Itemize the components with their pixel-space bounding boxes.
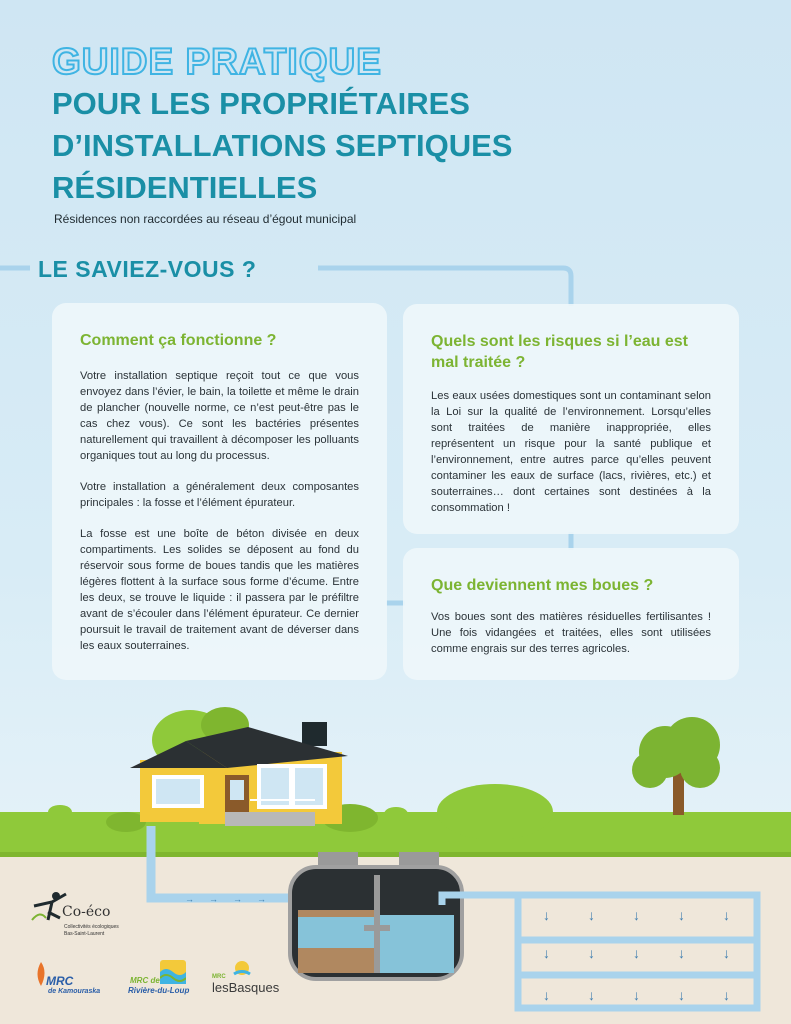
coeco-tagline: Bas-Saint-Laurent	[64, 931, 105, 937]
svg-text:↓: ↓	[678, 945, 685, 961]
card-sludge	[403, 548, 739, 680]
coeco-tagline: Collectivités écologiques	[64, 924, 119, 930]
card-paragraph: Vos boues sont des matières résiduelles fertilisantes ! Une fois vidangées et traitées, elles sont utilisées comme engrais sur des terres agricoles.	[431, 611, 711, 655]
card-risks	[403, 304, 739, 534]
card-paragraph: Les eaux usées domestiques sont un contaminant selon la Loi sur la qualité de l’environnement. Lorsqu’elles sont traitées de manière inappropriée, elles représentent un risque pour la santé publique et l’environnement, entre autres parce qu’elles peuvent contaminer les eaux de surface (lacs, rivières, etc.) et souterraines… dont certaines sont destinées à la consommation !	[431, 390, 711, 514]
svg-text:↓: ↓	[723, 907, 730, 923]
card-how-it-works	[52, 303, 387, 680]
card-paragraph: La fosse est une boîte de béton divisée en deux compartiments. Les solides se déposent au fond du réservoir sous forme de boues tandis que les matières légères flottent à la surface sous forme d’écume. Entre les deux, se trouve le liquide : il passera par le préfiltre avant de s’écouler dans l’élément épurateur. Ce dernier poursuit le travail de traitement avant de déverser dans les eaux souterraines.	[80, 528, 359, 652]
card-paragraph: Votre installation a généralement deux composantes principales : la fosse et l’élément épurateur.	[80, 481, 359, 509]
svg-text:↓: ↓	[588, 987, 595, 1003]
svg-text:↓: ↓	[678, 987, 685, 1003]
sun-icon	[232, 960, 252, 978]
card-title: Comment ça fonctionne ?	[80, 332, 277, 349]
svg-text:↓: ↓	[633, 987, 640, 1003]
mrc-name: lesBasques	[212, 980, 280, 995]
mrc-label: MRC de	[130, 976, 160, 985]
svg-text:↓: ↓	[678, 907, 685, 923]
mrc-label: MRC	[212, 974, 226, 980]
svg-text:↓: ↓	[723, 945, 730, 961]
svg-text:↓: ↓	[543, 907, 550, 923]
card-paragraph: Votre installation septique reçoit tout ce que vous envoyez dans l’évier, le bain, la toilette et même le drain de plancher (nouvelle norme, ce n’est peut-être pas le cas chez vous). Ce sont les bactéries présentes naturellement qui travaillent à décomposer les polluants organiques tout au long du processus.	[80, 370, 359, 462]
svg-text:↓: ↓	[588, 907, 595, 923]
mrc-les-basques-logo	[212, 960, 292, 1000]
mrc-name: de Kamouraska	[48, 988, 101, 995]
river-wave-icon	[160, 960, 186, 984]
svg-text:↓: ↓	[588, 945, 595, 961]
guide-title: GUIDE PRATIQUE	[52, 41, 382, 82]
mrc-kamouraska-logo	[30, 960, 110, 1000]
section-heading: LE SAVIEZ-VOUS ?	[38, 256, 257, 282]
svg-text:↓: ↓	[633, 945, 640, 961]
svg-text:↓: ↓	[543, 945, 550, 961]
mrc-label: MRC	[46, 974, 74, 988]
mrc-riviere-du-loup-logo	[126, 960, 206, 1000]
coeco-name: Co-éco	[62, 904, 111, 920]
mrc-name: Rivière-du-Loup	[128, 986, 190, 995]
svg-text:↓: ↓	[723, 987, 730, 1003]
svg-text:→ → → →: → → → →	[185, 894, 267, 904]
guide-subtitle-heading: POUR LES PROPRIÉTAIRES D’INSTALLATIONS SEPTIQUES RÉSIDENTIELLES	[52, 86, 513, 205]
card-title: Que deviennent mes boues ?	[431, 577, 654, 594]
svg-text:↓: ↓	[633, 907, 640, 923]
septic-tank-illustration	[290, 852, 462, 979]
residences-note: Résidences non raccordées au réseau d’égout municipal	[54, 212, 357, 226]
coeco-logo	[30, 890, 120, 950]
svg-text:↓: ↓	[543, 987, 550, 1003]
card-title: Quels sont les risques si l’eau est mal traitée ?	[431, 333, 688, 371]
